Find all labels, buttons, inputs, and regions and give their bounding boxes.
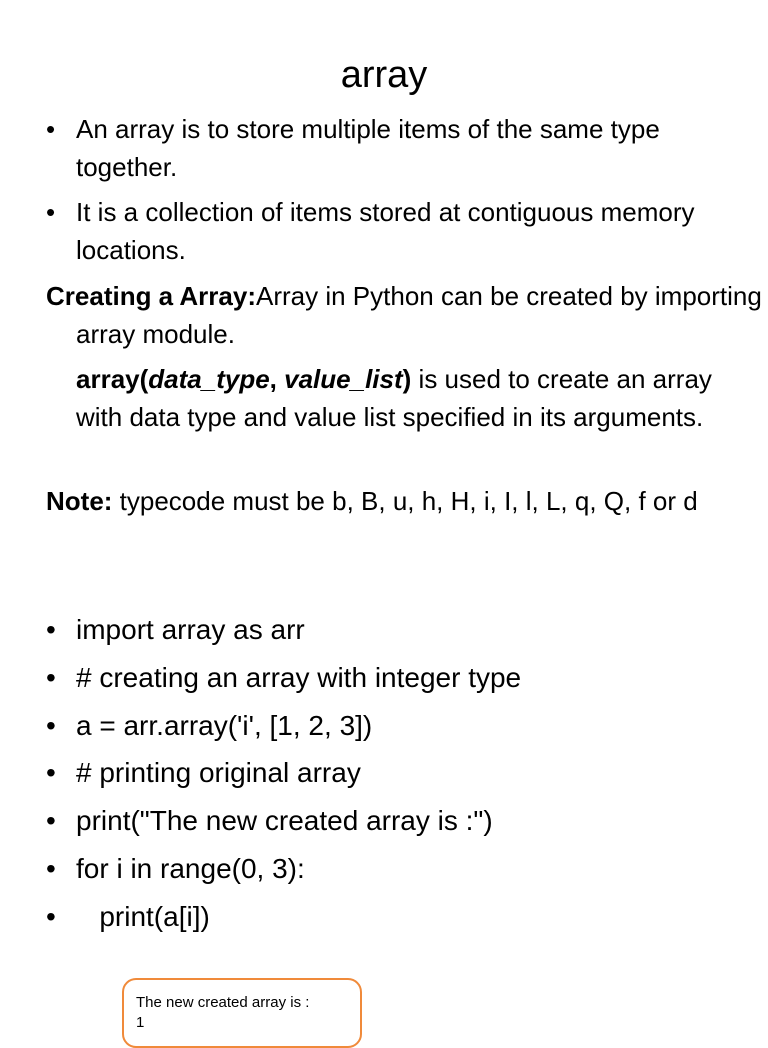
code-line: import array as arr: [76, 614, 305, 645]
creating-paragraph: [46, 277, 766, 353]
bullet-marker: •: [46, 662, 56, 693]
bullet-marker: •: [46, 614, 56, 645]
output-line: The new created array is :: [136, 994, 310, 1011]
bullet-marker: •: [46, 710, 56, 741]
syntax-arg1: data_type: [148, 364, 270, 394]
note-paragraph: [46, 482, 766, 520]
code-line: a = arr.array('i', [1, 2, 3]): [76, 710, 373, 741]
syntax-sep: ,: [269, 364, 285, 394]
bullet-text: An array is to store multiple items of the same type together.: [76, 114, 660, 182]
bullet-marker: •: [46, 901, 56, 932]
bullet-text: It is a collection of items stored at contiguous memory locations.: [76, 197, 695, 265]
output-box: [122, 978, 362, 1048]
bullet-marker: •: [46, 114, 56, 144]
code-line: print(a[i]): [76, 901, 210, 932]
slide-title: array: [340, 54, 428, 96]
creating-text: Array in Python can be created by importing array module.: [76, 281, 762, 349]
bullet-marker: •: [46, 853, 56, 884]
code-line: # creating an array with integer type: [76, 662, 522, 693]
code-line: for i in range(0, 3):: [76, 853, 305, 884]
note-text: typecode must be b, B, u, h, H, i, I, l, L, q, Q, f or d: [112, 486, 698, 516]
syntax-paragraph: [76, 360, 736, 436]
creating-label: Creating a Array:: [46, 281, 256, 311]
bullet-marker: •: [46, 197, 56, 227]
bullet-marker: •: [46, 805, 56, 836]
syntax-text: is used to create an array with data type and value list specified in its arguments.: [76, 364, 712, 432]
syntax-close: ): [402, 364, 412, 394]
note-label: Note:: [46, 486, 113, 516]
bullet-marker: •: [46, 757, 56, 788]
syntax-func: array(: [76, 364, 149, 394]
code-line: # printing original array: [76, 757, 361, 788]
code-line: print("The new created array is :"): [76, 805, 493, 836]
syntax-arg2: value_list: [284, 364, 403, 394]
output-line: 1: [136, 1014, 145, 1031]
